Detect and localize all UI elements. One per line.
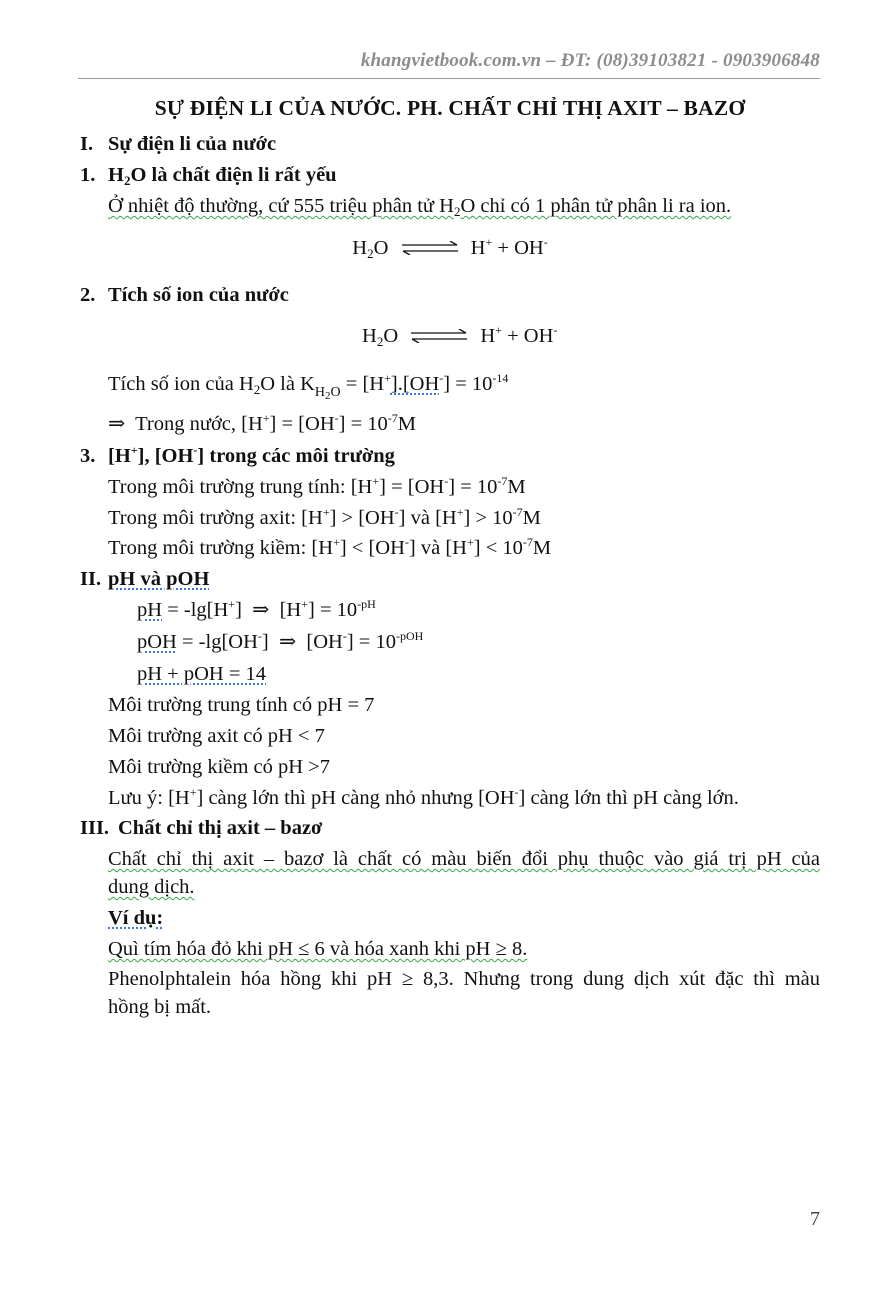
base-medium-line: Trong môi trường kiềm: [H+] < [OH-] và $[H^+] < 10^{-7}M$ [108,535,552,559]
water-concentration: ⇒ Trong nước, $[H^+] = [OH^-] = 10^{-7}M$ [108,411,416,435]
page-header: khangvietbook.com.vn – ĐT: (08)39103821 - 0903906848 [360,50,820,71]
equation-1: $H_2O$ H+ + OH- [352,235,548,261]
ph-formula: pH = -lg[H+] ⇒ $[H^+] = 10^{-pH}$ [137,597,376,621]
header-divider [78,78,820,79]
phenolphthalein-example-line-1: Phenolphtalein hóa hồng khi pH ≥ 8,3. Nhưng trong dung dịch xút đặc thì màu [108,968,820,990]
acid-ph-line: Môi trường axit có pH < 7 [108,725,325,747]
document-title: SỰ ĐIỆN LI CỦA NƯỚC. PH. CHẤT CHỈ THỊ AXIT – BAZƠ [154,96,746,120]
implies-arrow-icon: ⇒ [278,631,297,653]
subsection-3-heading: 3. [H+], [OH-] trong các môi trường [80,443,395,467]
acid-medium-line: Trong môi trường axit: [H+] > [OH-] và $[H^+] > 10^{-7}M$ [108,505,541,529]
equilibrium-arrow-icon [400,241,460,255]
subsection-1-text: Ở nhiệt độ thường, cứ 555 triệu phân tử $H_2O$ chỉ có 1 phân tử phân li ra ion. [108,195,732,219]
note-line: Lưu ý: [H+] càng lớn thì pH càng nhỏ nhưng [OH-] càng lớn thì pH càng lớn. [108,785,739,809]
neutral-medium-line: Trong môi trường trung tính: $[H^+] = [OH^-] = 10^{-7}M$ [108,474,526,498]
page-number: 7 [810,1208,820,1230]
litmus-example: Quì tím hóa đỏ khi pH ≤ 6 và hóa xanh khi pH ≥ 8. [108,938,528,960]
base-ph-line: Môi trường kiềm có pH >7 [108,756,330,778]
indicator-definition-line-2: dung dịch. [108,876,195,898]
equilibrium-arrow-icon [409,329,469,343]
neutral-ph-line: Môi trường trung tính có pH = 7 [108,694,375,716]
implies-arrow-icon: ⇒ [108,413,126,435]
phenolphthalein-example-line-2: hồng bị mất. [108,996,212,1018]
subsection-1-heading: 1. $H_2O$ là chất điện li rất yếu [80,164,337,188]
ph-sum-formula: pH + pOH = 14 [137,663,267,685]
implies-arrow-icon: ⇒ [252,599,270,621]
indicator-definition-line-1: Chất chỉ thị axit – bazơ là chất có màu biến đổi phụ thuộc vào giá trị pH của [108,848,820,870]
equation-2: $H_2O$ H+ + OH- [362,323,558,349]
subsection-2-heading: 2. Tích số ion của nước [80,284,289,306]
section-1-heading: I. Sự điện li của nước [80,133,277,155]
section-3-heading: III. Chất chỉ thị axit – bazơ [80,817,323,839]
section-2-heading: II. pH và pOH [80,568,210,590]
poh-formula: pOH = -lg[OH-] ⇒ $[OH^-] = 10^{-pOH}$ [137,629,424,653]
ion-product-formula: Tích số ion của $H_2O$ là $K_{H_2O} = [H^+].[OH^-] = 10^{-14}$ [108,371,509,402]
example-label: Ví dụ: [108,907,164,929]
